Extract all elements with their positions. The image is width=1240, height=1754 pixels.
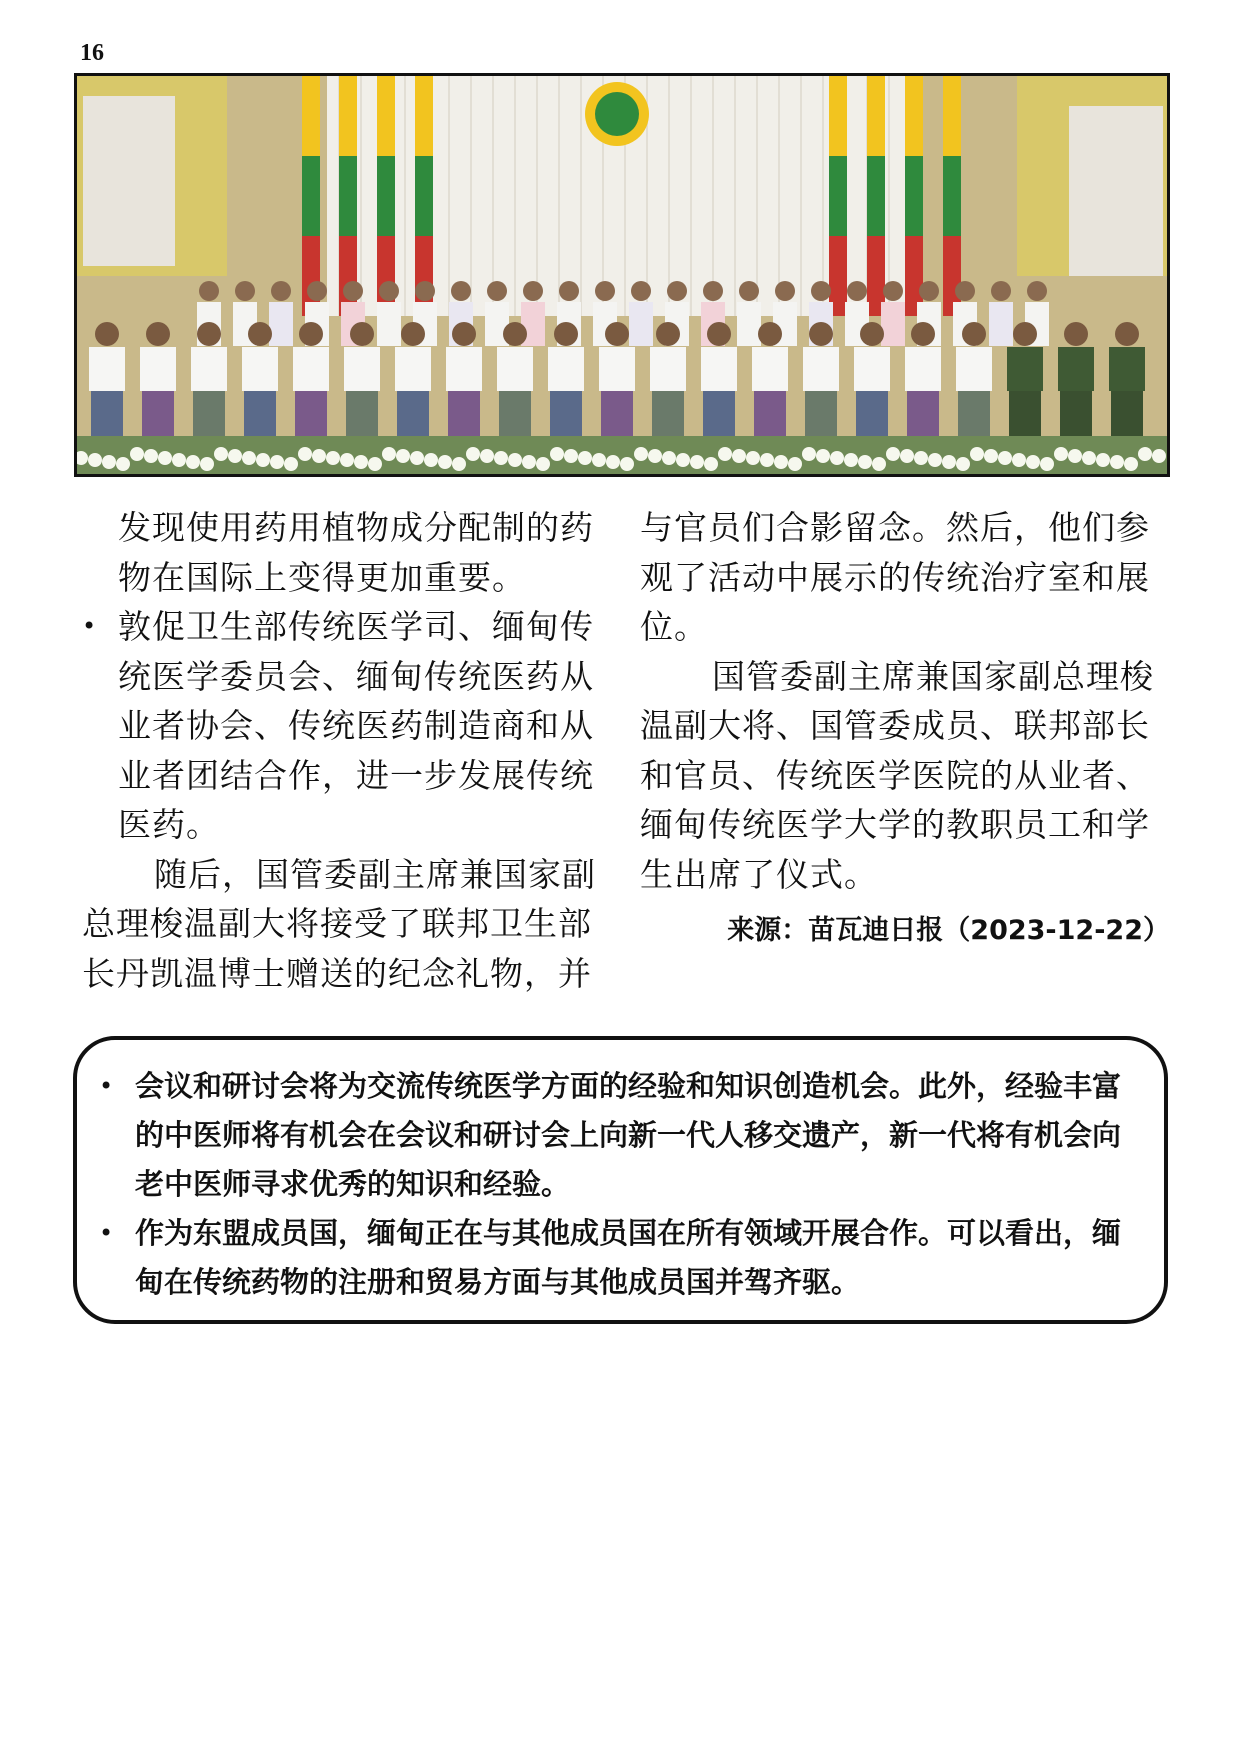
person	[991, 281, 1011, 301]
left-column	[82, 503, 612, 998]
person	[667, 281, 687, 301]
person	[811, 281, 831, 301]
person	[911, 322, 935, 346]
person	[452, 322, 476, 346]
person	[451, 281, 471, 301]
highlight-item: • 作为东盟成员国，缅甸正在与其他成员国在所有领域开展合作。可以看出，缅甸在传统药物的注册和贸易方面与其他成员国并驾齐驱。	[99, 1209, 1134, 1307]
person	[299, 322, 323, 346]
person	[415, 281, 435, 301]
person	[605, 322, 629, 346]
flag	[339, 76, 357, 156]
flag	[415, 76, 433, 156]
person	[919, 281, 939, 301]
person	[758, 322, 782, 346]
person	[95, 322, 119, 346]
person	[271, 281, 291, 301]
person	[248, 322, 272, 346]
person	[847, 281, 867, 301]
person	[146, 322, 170, 346]
person	[860, 322, 884, 346]
person	[656, 322, 680, 346]
person	[1115, 322, 1139, 346]
person	[962, 322, 986, 346]
flag	[377, 76, 395, 156]
person	[379, 281, 399, 301]
person	[1027, 281, 1047, 301]
flag	[302, 76, 320, 156]
group-photo	[74, 73, 1170, 477]
person	[739, 281, 759, 301]
person	[809, 322, 833, 346]
source-citation: 来源：苗瓦迪日报（2023-12-22）	[727, 915, 1170, 946]
person	[307, 281, 327, 301]
person	[487, 281, 507, 301]
person	[631, 281, 651, 301]
person	[775, 281, 795, 301]
bullet-item: • 敦促卫生部传统医学司、缅甸传统医学委员会、缅甸传统医药从业者协会、传统医药制造商和从业者团结合作，进一步发展传统医药。	[82, 602, 612, 850]
person	[595, 281, 615, 301]
flag	[943, 76, 961, 156]
flag	[829, 76, 847, 156]
person	[559, 281, 579, 301]
person	[707, 322, 731, 346]
person	[199, 281, 219, 301]
continuation-text: 与官员们合影留念。然后，他们参观了活动中展示的传统治疗室和展位。	[640, 508, 1150, 646]
person	[343, 281, 363, 301]
person	[523, 281, 543, 301]
person	[955, 281, 975, 301]
person	[554, 322, 578, 346]
paragraph: 随后，国管委副主席兼国家副总理梭温副大将接受了联邦卫生部长丹凯温博士赠送的纪念礼物，并	[82, 854, 596, 993]
right-column	[640, 503, 1170, 953]
highlight-box	[73, 1036, 1168, 1324]
paragraph: 国管委副主席兼国家副总理梭温副大将、国管委成员、联邦部长和官员、传统医学医院的从业者、缅甸传统医学大学的教职员工和学生出席了仪式。	[640, 656, 1154, 894]
person	[883, 281, 903, 301]
person	[350, 322, 374, 346]
person	[503, 322, 527, 346]
person	[401, 322, 425, 346]
person	[703, 281, 723, 301]
highlight-item: • 会议和研讨会将为交流传统医学方面的经验和知识创造机会。此外，经验丰富的中医师将有机会在会议和研讨会上向新一代人移交遗产，新一代将有机会向老中医师寻求优秀的知识和经验。	[99, 1062, 1134, 1209]
flag	[905, 76, 923, 156]
person	[235, 281, 255, 301]
flag	[867, 76, 885, 156]
person	[1013, 322, 1037, 346]
person	[1064, 322, 1088, 346]
person	[197, 322, 221, 346]
group-photo-illustration	[77, 76, 1167, 474]
continuation-text: 发现使用药用植物成分配制的药物在国际上变得更加重要。	[118, 508, 594, 597]
page-number: 16	[80, 40, 104, 66]
